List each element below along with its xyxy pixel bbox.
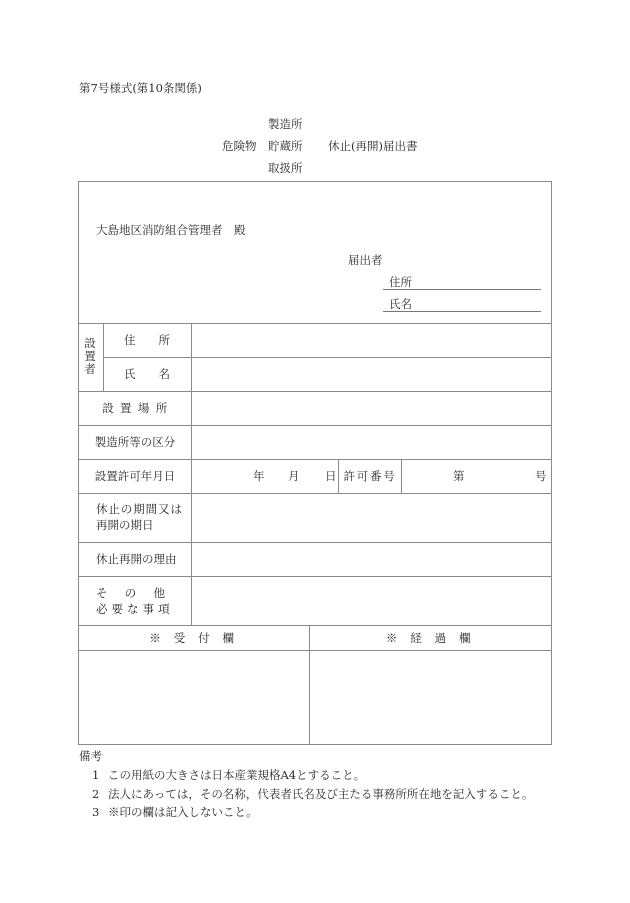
permit-date-month-unit: 月 <box>288 469 300 483</box>
installer-name-input[interactable] <box>192 358 550 391</box>
permit-date-label: 設置許可年月日 <box>94 469 176 483</box>
notifier-address-field[interactable] <box>383 289 541 290</box>
other-label-line2: 必要な事項 <box>96 602 174 616</box>
suspension-period-input[interactable] <box>192 494 550 542</box>
title-facility-manufacturing: 製造所 <box>268 117 303 131</box>
installer-group-label: 設 置 者 <box>84 336 96 376</box>
category-input[interactable] <box>192 426 550 459</box>
permit-date-year-unit: 年 <box>253 469 265 483</box>
row-divider <box>79 459 551 460</box>
note-1-text: この用紙の大きさは日本産業規格A4とすること。 <box>108 768 366 782</box>
reception-label: ※ 受 付 欄 <box>149 631 239 645</box>
reason-input[interactable] <box>192 543 550 576</box>
suspension-period-label-line2: 再開の期日 <box>96 518 154 532</box>
suspension-period-label-line1: 休止の期間又は <box>96 502 183 516</box>
note-1-number: 1 <box>92 768 100 782</box>
form-number: 第7号様式(第10条関係) <box>79 81 202 95</box>
recipient: 大島地区消防組合管理者 殿 <box>96 223 246 237</box>
permit-number-label: 許可番号 <box>343 469 397 483</box>
note-2-number: 2 <box>92 787 100 801</box>
installer-address-input[interactable] <box>192 324 550 357</box>
notifier-address-label: 住所 <box>389 275 412 289</box>
permit-number-suffix: 号 <box>535 469 547 483</box>
reception-area <box>79 651 309 744</box>
other-input[interactable] <box>192 577 550 625</box>
note-2-text: 法人にあっては，その名称，代表者氏名及び主たる事務所所在地を記入すること。 <box>108 787 534 801</box>
title-facility-handling: 取扱所 <box>268 161 303 175</box>
location-label: 設置場所 <box>102 401 174 415</box>
reason-label: 休止再開の理由 <box>96 552 177 566</box>
notifier-label: 届出者 <box>348 253 383 267</box>
title-suffix: 休止(再開)届出書 <box>328 139 418 153</box>
note-3-text: ※印の欄は記入しないこと。 <box>108 805 258 819</box>
note-3-number: 3 <box>92 805 100 819</box>
row-divider <box>79 625 551 626</box>
installer-name-label: 氏 名 <box>124 367 170 381</box>
permit-number-divider <box>401 459 402 493</box>
notes-heading: 備考 <box>79 749 102 763</box>
title-prefix: 危険物 <box>222 139 257 153</box>
permit-date-day-unit: 日 <box>325 469 337 483</box>
progress-label: ※ 経 過 欄 <box>385 631 476 645</box>
other-label-line1: そ の 他 <box>96 586 168 600</box>
form-table <box>78 181 552 745</box>
notifier-name-field[interactable] <box>383 311 541 312</box>
progress-area <box>310 651 551 744</box>
permit-number-prefix: 第 <box>453 469 465 483</box>
installer-address-label: 住 所 <box>124 333 170 347</box>
notifier-name-label: 氏名 <box>389 297 412 311</box>
category-label: 製造所等の区分 <box>94 435 176 449</box>
title-facility-storage: 貯蔵所 <box>268 139 303 153</box>
location-input[interactable] <box>192 392 550 425</box>
